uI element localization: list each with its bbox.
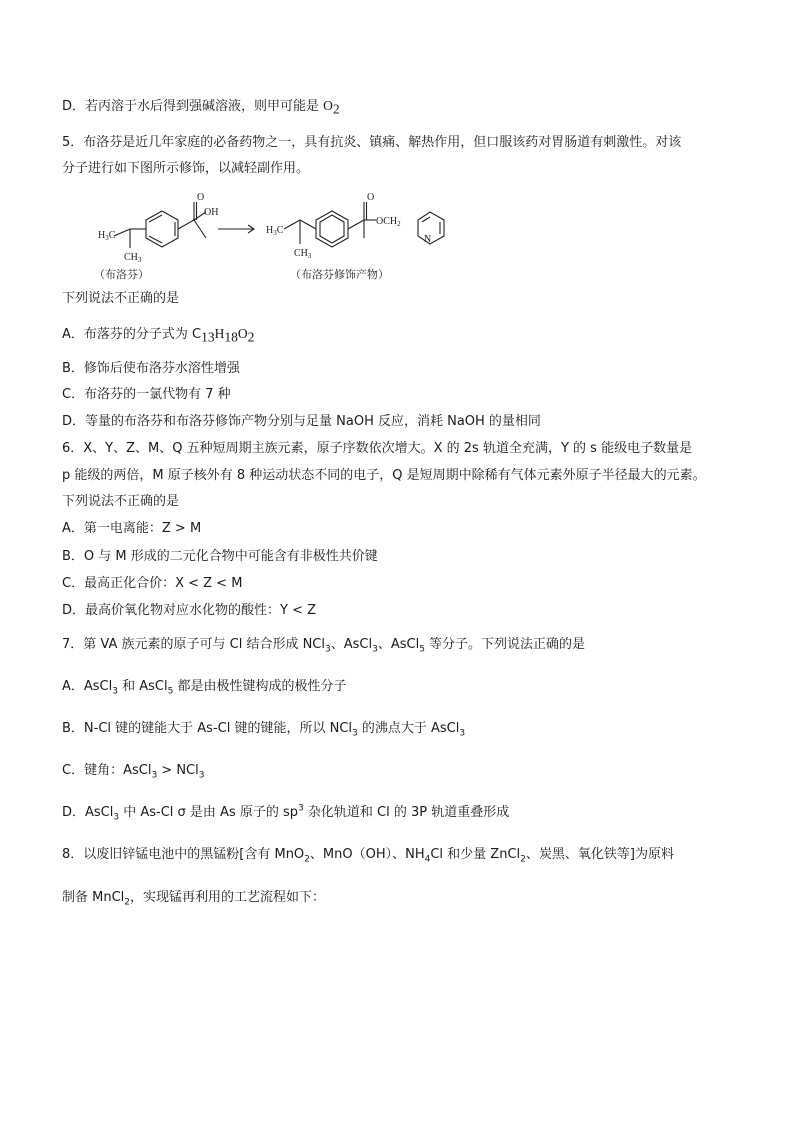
q4-option-d: D．若丙溶于水后得到强碱溶液，则甲可能是 $O_2$ bbox=[62, 98, 340, 117]
svg-text:O: O bbox=[367, 192, 375, 203]
svg-text:H3C: $H_3C$ bbox=[266, 225, 284, 237]
q6-option-d: D．最高价氧化物对应水化物的酸性：Y < Z bbox=[62, 603, 317, 618]
q5-option-c: C．布洛芬的一氯代物有 7 种 bbox=[62, 387, 231, 402]
svg-text:H3C: $H_3C$ bbox=[98, 230, 116, 242]
q6-stem-line2: p 能级的两倍，M 原子核外有 8 种运动状态不同的电子，Q 是短周期中除稀有气体元素外原子半径最大的元素。 bbox=[62, 468, 706, 483]
q7-option-b: B．N-Cl 键的键能大于 As-Cl 键的键能，所以 NCl$_3$ 的沸点大于 AsCl$_3$ bbox=[62, 721, 466, 739]
ibuprofen-benzene-ring bbox=[146, 211, 178, 247]
q7-stem: 7．第 VA 族元素的原子可与 Cl 结合形成 NCl$_3$、AsCl$_3$、AsCl$_5$ 等分子。下列说法正确的是 bbox=[62, 637, 586, 655]
q7-option-a: A．AsCl$_3$ 和 AsCl$_5$ 都是由极性键构成的极性分子 bbox=[62, 679, 347, 697]
q6-option-a: A．第一电离能：Z > M bbox=[62, 521, 202, 536]
ibuprofen-modification-figure bbox=[58, 186, 458, 290]
q6-stem-line1: 6．X、Y、Z、M、Q 五种短周期主族元素，原子序数依次增大。X 的 2s 轨道全充满，Y 的 s 能级电子数量是 bbox=[62, 441, 693, 456]
q5-stem-line1: 5．布洛芬是近几年家庭的必备药物之一，具有抗炎、镇痛、解热作用，但口服该药对胃肠道有刺激性。对该 bbox=[62, 135, 682, 150]
q6-option-c: C．最高正化合价：X < Z < M bbox=[62, 576, 243, 591]
svg-text:CH3: $CH_3$ bbox=[124, 252, 142, 264]
q8-stem-line1: 8．以废旧锌锰电池中的黑锰粉[含有 MnO$_2$、MnO（OH）、$NH_4Cl$ 和少量 ZnCl$_2$、炭黑、氧化铁等]为原料 bbox=[62, 847, 674, 865]
svg-text:O: O bbox=[197, 192, 205, 203]
q5-question: 下列说法不正确的是 bbox=[62, 291, 180, 306]
svg-text:N: N bbox=[424, 234, 432, 245]
svg-text:CH3: $CH_3$ bbox=[294, 248, 312, 260]
q6-question: 下列说法不正确的是 bbox=[62, 494, 180, 509]
q7-option-c: C．键角：AsCl$_3$ > NCl$_3$ bbox=[62, 763, 205, 781]
svg-text:OH: OH bbox=[204, 207, 219, 218]
q6-option-b: B．O 与 M 形成的二元化合物中可能含有非极性共价键 bbox=[62, 549, 378, 564]
q8-stem-line2: 制备 MnCl$_2$，实现锰再利用的工艺流程如下： bbox=[62, 890, 326, 908]
ibuprofen-caption: （布洛芬） bbox=[94, 268, 149, 281]
product-benzene-ring bbox=[316, 211, 348, 247]
product-caption: （布洛芬修饰产物） bbox=[290, 268, 389, 281]
q7-option-d: D．AsCl$_3$ 中 As-Cl σ 是由 As 原子的 $sp^3$ 杂化轨道和 Cl 的 3P 轨道重叠形成 bbox=[62, 803, 510, 823]
q5-option-a: A．布落芬的分子式为 $C_{13}H_{18}O_2$ bbox=[62, 326, 255, 345]
q5-stem-line2: 分子进行如下图所示修饰，以减轻副作用。 bbox=[62, 161, 310, 176]
svg-text:OCH2: $OCH_2$ bbox=[376, 216, 401, 228]
q5-option-d: D．等量的布洛芬和布洛芬修饰产物分别与足量 NaOH 反应，消耗 NaOH 的量相同 bbox=[62, 414, 541, 429]
q5-option-b: B．修饰后使布洛芬水溶性增强 bbox=[62, 361, 240, 376]
